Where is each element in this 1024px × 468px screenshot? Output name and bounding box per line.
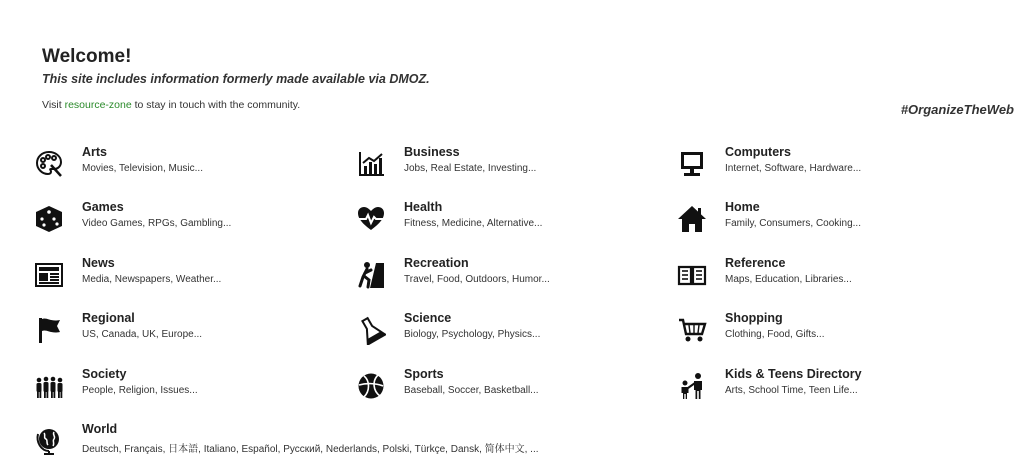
category-subtitle: Movies, Television, Music... — [82, 163, 203, 174]
category-subtitle: Media, Newspapers, Weather... — [82, 274, 222, 285]
category-subtitle: Travel, Food, Outdoors, Humor... — [404, 274, 550, 285]
category-subtitle: Deutsch, Français, 日本語, Italiano, Español, Русский, Nederlands, Polski, Türkçe, Dansk, 简体中文, ... — [82, 444, 539, 455]
cart-icon — [677, 315, 707, 345]
category-subtitle: Arts, School Time, Teen Life... — [725, 385, 858, 396]
category-news[interactable] — [34, 256, 334, 300]
heartbeat-icon — [356, 204, 386, 234]
house-icon — [677, 204, 707, 234]
category-title[interactable]: World — [82, 422, 118, 436]
visit-prefix: Visit — [42, 99, 65, 111]
category-shopping[interactable] — [677, 311, 977, 355]
resource-zone-link[interactable]: resource-zone — [64, 99, 132, 111]
category-title[interactable]: Reference — [725, 256, 786, 270]
category-computers[interactable] — [677, 145, 977, 189]
category-subtitle: Jobs, Real Estate, Investing... — [404, 163, 537, 174]
category-regional[interactable] — [34, 311, 334, 355]
category-title[interactable]: News — [82, 256, 115, 270]
category-recreation[interactable] — [356, 256, 656, 300]
flask-icon — [356, 315, 386, 345]
category-world[interactable] — [34, 422, 634, 466]
category-title[interactable]: Home — [725, 200, 760, 214]
ball-icon — [356, 371, 386, 401]
monitor-icon — [677, 149, 707, 179]
category-subtitle: People, Religion, Issues... — [82, 385, 198, 396]
climber-icon — [356, 260, 386, 290]
category-title[interactable]: Games — [82, 200, 124, 214]
category-title[interactable]: Science — [404, 311, 452, 325]
category-title[interactable]: Arts — [82, 145, 108, 159]
category-reference[interactable] — [677, 256, 977, 300]
page-title: Welcome! — [42, 46, 132, 67]
newspaper-icon — [34, 260, 64, 290]
category-society[interactable] — [34, 367, 334, 411]
category-title[interactable]: Society — [82, 367, 127, 381]
kids-icon — [677, 371, 707, 401]
people-icon — [34, 371, 64, 401]
category-subtitle: Biology, Psychology, Physics... — [404, 329, 541, 340]
category-title[interactable]: Sports — [404, 367, 444, 381]
globe-icon — [34, 426, 64, 456]
category-subtitle: Clothing, Food, Gifts... — [725, 329, 825, 340]
category-home[interactable] — [677, 200, 977, 244]
category-title[interactable]: Kids & Teens Directory — [725, 367, 862, 381]
dice-icon — [34, 204, 64, 234]
category-subtitle: Maps, Education, Libraries... — [725, 274, 852, 285]
category-sports[interactable] — [356, 367, 656, 411]
category-subtitle: Internet, Software, Hardware... — [725, 163, 862, 174]
page-subtitle: This site includes information formerly made available via DMOZ. — [42, 72, 430, 86]
visit-text — [42, 99, 300, 111]
category-title[interactable]: Computers — [725, 145, 791, 159]
category-subtitle: US, Canada, UK, Europe... — [82, 329, 203, 340]
category-title[interactable]: Health — [404, 200, 443, 214]
category-title[interactable]: Shopping — [725, 311, 783, 325]
category-health[interactable] — [356, 200, 656, 244]
hashtag: #OrganizeTheWeb — [900, 102, 1014, 117]
category-science[interactable] — [356, 311, 656, 355]
category-title[interactable]: Regional — [82, 311, 135, 325]
category-subtitle: Baseball, Soccer, Basketball... — [404, 385, 539, 396]
visit-suffix: to stay in touch with the community. — [131, 99, 301, 111]
palette-icon — [34, 149, 64, 179]
category-arts[interactable] — [34, 145, 334, 189]
category-title[interactable]: Business — [404, 145, 460, 159]
category-subtitle: Video Games, RPGs, Gambling... — [82, 218, 232, 229]
category-subtitle: Family, Consumers, Cooking... — [725, 218, 861, 229]
book-icon — [677, 260, 707, 290]
category-title[interactable]: Recreation — [404, 256, 469, 270]
category-subtitle: Fitness, Medicine, Alternative... — [404, 218, 543, 229]
category-games[interactable] — [34, 200, 334, 244]
category-business[interactable] — [356, 145, 656, 189]
category-kids-and-teens[interactable] — [677, 367, 977, 411]
flag-icon — [34, 315, 64, 345]
chart-icon — [356, 149, 386, 179]
